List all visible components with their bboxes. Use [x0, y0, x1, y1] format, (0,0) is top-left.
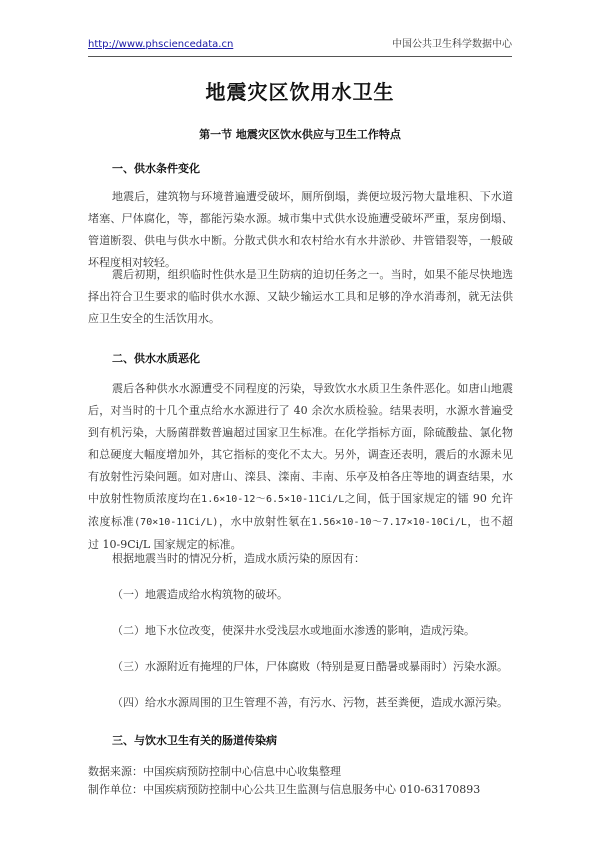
paragraph-supply-damage: 地震后，建筑物与环境普遍遭受破坏，厕所倒塌，粪便垃圾污物大量堆积、下水道堵塞、尸体腐化，等，都能污染水源。城市集中式供水设施遭受破坏严重，泵房倒塌、管道断裂、供电与供水中断。分散式供水和农村给水有水井淤砂、井管错裂等，一般破坏程度相对较轻。: [88, 190, 513, 269]
list-item: （四）给水水源周围的卫生管理不善，有污水、污物，甚至粪便，造成水源污染。: [112, 696, 508, 709]
list-item: （一）地震造成给水构筑物的破坏。: [112, 588, 288, 601]
section-title: 第一节 地震灾区饮水供应与卫生工作特点: [199, 128, 401, 141]
radium-standard: (70×10-11Ci/L): [134, 517, 219, 528]
heading-water-quality: 二、供水水质恶化: [112, 352, 200, 365]
paragraph-causes-intro: 根据地震当时的情况分析，造成水质污染的原因有：: [112, 552, 365, 565]
header-org-name: 中国公共卫生科学数据中心: [392, 39, 512, 50]
quality-text-mid: 之间，低于国家规定的镭 90 允许浓度标准: [88, 492, 514, 528]
quality-text: 震后各种供水水源遭受不同程度的污染，导致饮水水质卫生条件恶化。如唐山地震后，对当时的十几个重点给水水源进行了 40 余次水质检验。结果表明，水源水普遍受到有机污染，大肠菌群数普遍超过国家卫生标准。在化学指标方面，除硫酸盐、氯化物和总硬度大幅度增加外，其它指标的变化不太大。另外，调查还表明，震后的水源未见有放射性污染问题。如对唐山、滦县、滦南、丰南、乐亭及柏各庄等地的调查结果，水中放射性物质浓度均在: [88, 382, 513, 505]
paragraph-temporary-supply: 震后初期，组织临时性供水是卫生防病的迫切任务之一。当时，如果不能尽快地选择出符合卫生要求的临时供水水源、又缺少输运水工具和足够的净水消毒剂，就无法供应卫生安全的生活饮用水。: [88, 268, 513, 325]
footer-producer: 制作单位：中国疾病预防控制中心公共卫生监测与信息服务中心 010-63170893: [88, 783, 481, 796]
heading-water-supply-conditions: 一、供水条件变化: [112, 162, 200, 175]
quality-text-end: ，也不超过 10-9Ci/L 国家规定的标准。: [88, 515, 514, 551]
page-title: 地震灾区饮用水卫生: [205, 80, 395, 104]
quality-text-mid2: ，水中放射性氡在: [218, 515, 312, 528]
page-header: [88, 36, 512, 57]
radon-range: 1.56×10-10～7.17×10-10Ci/L: [311, 517, 467, 528]
list-item: （三）水源附近有掩埋的尸体，尸体腐败（特别是夏日酷暑或暴雨时）污染水源。: [112, 660, 508, 673]
heading-intestinal-diseases: 三、与饮水卫生有关的肠道传染病: [112, 734, 277, 747]
paragraph-water-quality: [88, 378, 513, 556]
footer-data-source: 数据来源：中国疾病预防控制中心信息中心收集整理: [88, 765, 341, 778]
header-url-link[interactable]: http://www.phsciencedata.cn: [88, 39, 234, 50]
list-item: （二）地下水位改变，使深井水受浅层水或地面水渗透的影响，造成污染。: [112, 624, 475, 637]
radioactivity-range: 1.6×10-12～6.5×10-11Ci/L: [201, 494, 345, 505]
